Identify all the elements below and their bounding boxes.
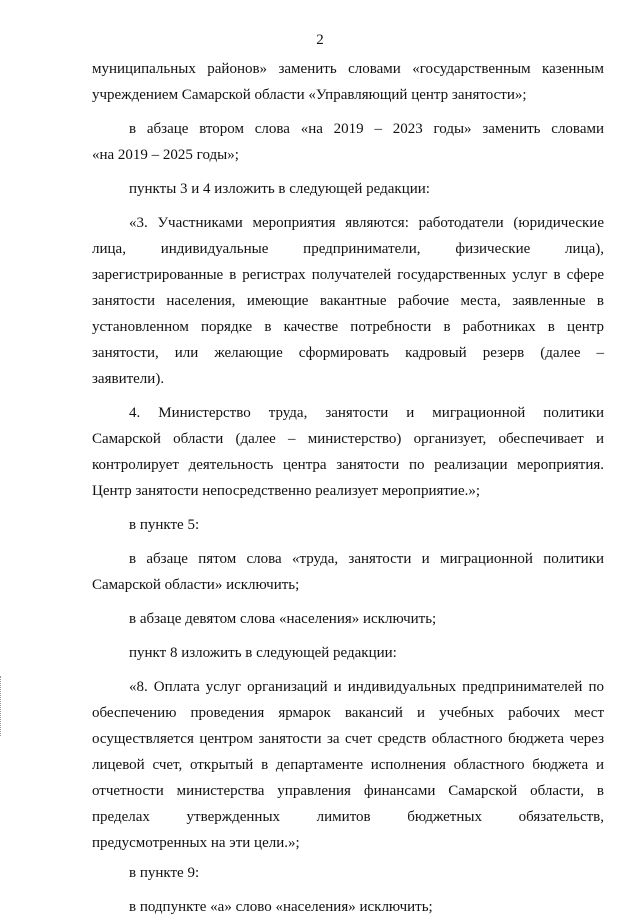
text-line: обеспечению проведения ярмарок вакансий и учебных рабочих мест [92, 705, 604, 721]
text-line: в абзаце девятом слова «населения» исключить; [129, 611, 437, 627]
text-line: муниципальных районов» заменить словами «государственным казенным [92, 61, 604, 77]
text-line: в абзаце втором слова «на 2019 – 2023 годы» заменить словами [129, 121, 604, 137]
page-number: 2 [316, 32, 324, 48]
paragraph-municipal-districts [92, 56, 604, 108]
paragraph-item-8 [92, 674, 604, 856]
text-line: лицевой счет, открытый в департаменте исполнения областного бюджета и [92, 757, 604, 773]
scan-edge-mark [0, 676, 3, 736]
text-line: занятости населения, имеющие вакантные рабочие места, заявленные в [92, 293, 604, 309]
paragraph-paragraph-nine [92, 606, 604, 632]
text-line: пункт 8 изложить в следующей редакции: [129, 645, 397, 661]
text-line: «на 2019 – 2025 годы»; [92, 147, 239, 163]
text-line: Центр занятости непосредственно реализует мероприятие.»; [92, 483, 481, 499]
text-line: в подпункте «а» слово «населения» исключить; [129, 899, 433, 915]
paragraph-subitem-a [92, 894, 604, 920]
paragraph-items-3-4-intro [92, 176, 604, 202]
text-line: установленном порядке в качестве потребности в работниках в центр [92, 319, 604, 335]
paragraph-paragraph-two [92, 116, 604, 168]
paragraph-item-9-intro [92, 860, 604, 886]
text-line: лица, индивидуальные предприниматели, физические лица), [92, 241, 604, 257]
text-line: заявители). [92, 371, 165, 387]
paragraph-item-3 [92, 210, 604, 392]
text-line: пункты 3 и 4 изложить в следующей редакции: [129, 181, 430, 197]
document-body [92, 56, 604, 920]
text-line: Самарской области (далее – министерство) организует, обеспечивает и [92, 431, 604, 447]
text-line: в пункте 9: [129, 865, 200, 881]
text-line: зарегистрированные в регистрах получателей государственных услуг в сфере [92, 267, 604, 283]
text-line: отчетности министерства управления финансами Самарской области, в [92, 783, 604, 799]
text-line: контролирует деятельность центра занятости по реализации мероприятия. [92, 457, 604, 473]
text-line: «3. Участниками мероприятия являются: работодатели (юридические [129, 215, 604, 231]
text-line: учреждением Самарской области «Управляющий центр занятости»; [92, 87, 527, 103]
text-line: 4. Министерство труда, занятости и миграционной политики [129, 405, 604, 421]
text-line: осуществляется центром занятости за счет средств областного бюджета через [92, 731, 604, 747]
paragraph-paragraph-five [92, 546, 604, 598]
text-line: в абзаце пятом слова «труда, занятости и миграционной политики [129, 551, 604, 567]
text-line: пределах утвержденных лимитов бюджетных обязательств, [92, 809, 604, 825]
paragraph-item-8-intro [92, 640, 604, 666]
text-line: предусмотренных на эти цели.»; [92, 835, 300, 851]
text-line: занятости, или желающие сформировать кадровый резерв (далее – [92, 345, 604, 361]
paragraph-item-5-intro [92, 512, 604, 538]
text-line: Самарской области» исключить; [92, 577, 300, 593]
text-line: «8. Оплата услуг организаций и индивидуальных предпринимателей по [129, 679, 604, 695]
text-line: в пункте 5: [129, 517, 200, 533]
paragraph-item-4 [92, 400, 604, 504]
